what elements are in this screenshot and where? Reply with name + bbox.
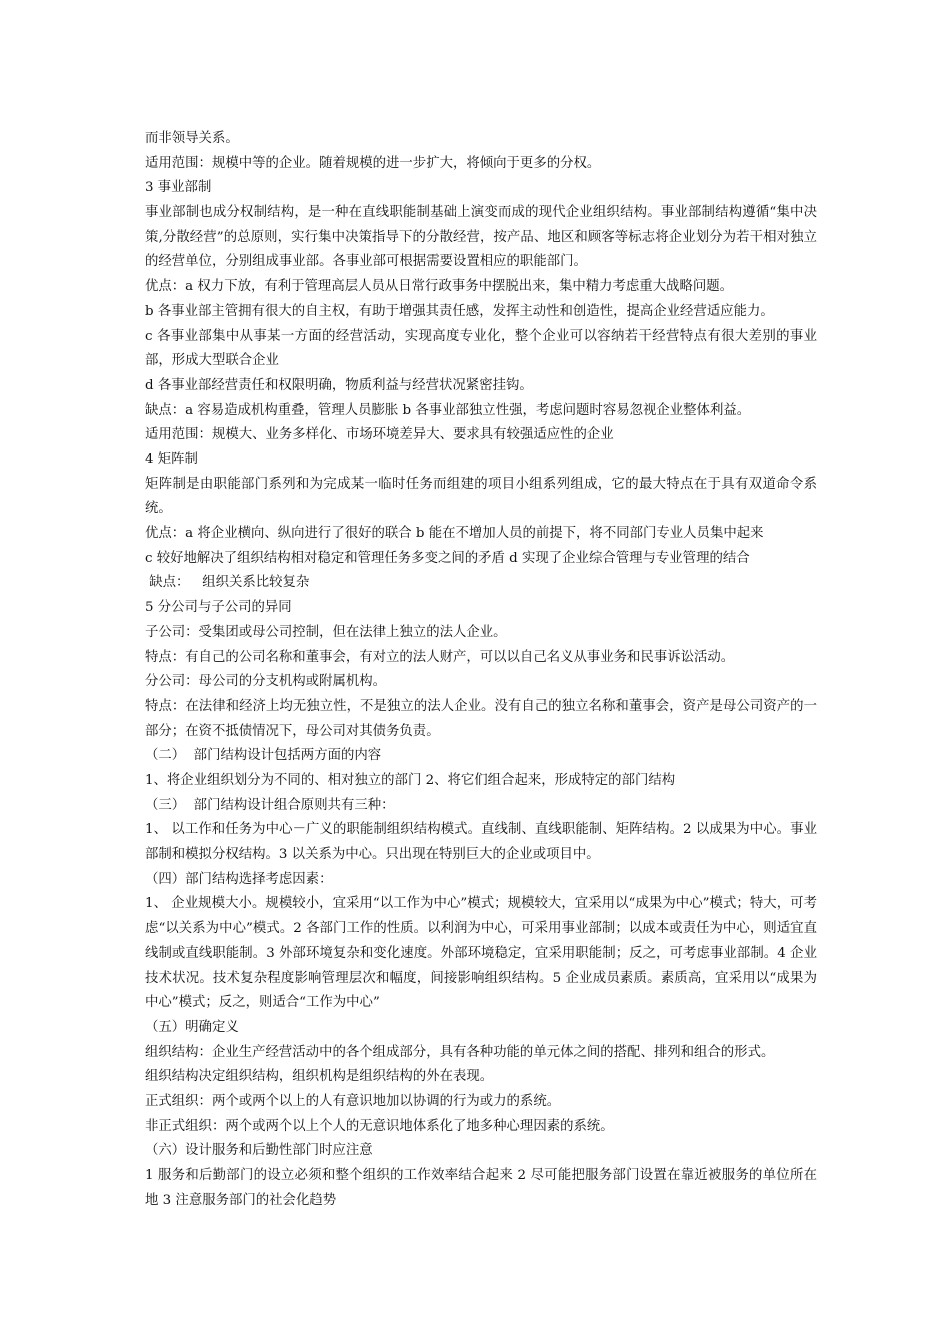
paragraph: 1、 企业规模大小。规模较小，宜采用“以工作为中心”模式；规模较大，宜采用以“成果为中心”模式；特大，可考虑“以关系为中心”模式。2 各部门工作的性质。以利润为中心，可采用事业部制；以成本或责任为中心，则适宜直线制或直线职能制。3 外部环境复杂和变化速度。外部环境稳定，宜采用职能制；反之，可考虑事业部制。4 企业技术状况。技术复杂程度影响管理层次和幅度，间接影响组织结构。5 企业成员素质。素质高，宜采用以“成果为中心”模式；反之，则适合“工作为中心” — [145, 896, 817, 1011]
text-line: 适用范围：规模大、业务多样化、市场环境差异大、要求具有较强适应性的企业 — [145, 427, 614, 443]
text-line: d 各事业部经营责任和权限明确，物质利益与经营状况紧密挂钩。 — [145, 377, 533, 393]
text-line: 优点：a 权力下放，有利于管理高层人员从日常行政事务中摆脱出来，集中精力考虑重大战略问题。 — [145, 279, 734, 295]
text-line: 正式组织：两个或两个以上的人有意识地加以协调的行为或力的系统。 — [145, 1094, 561, 1110]
text-line: 1、将企业组织划分为不同的、相对独立的部门 2、将它们组合起来，形成特定的部门结构 — [145, 773, 676, 789]
paragraph: 1 服务和后勤部门的设立必须和整个组织的工作效率结合起来 2 尽可能把服务部门设置在靠近被服务的单位所在地 3 注意服务部门的社会化趋势 — [145, 1168, 817, 1208]
section-heading: （六）设计服务和后勤性部门时应注意 — [145, 1143, 373, 1159]
paragraph: c 各事业部集中从事某一方面的经营活动，实现高度专业化，整个企业可以容纳若干经营特点有很大差别的事业部，形成大型联合企业 — [145, 328, 817, 369]
document-body — [145, 127, 817, 1214]
section-heading: 3 事业部制 — [145, 180, 212, 196]
paragraph: 特点：在法律和经济上均无独立性，不是独立的法人企业。没有自己的独立名称和董事会，资产是母公司资产的一部分；在资不抵债情况下，母公司对其债务负责。 — [145, 698, 817, 739]
section-heading: （二） 部门结构设计包括两方面的内容 — [145, 748, 382, 764]
text-line: 适用范围：规模中等的企业。随着规模的进一步扩大，将倾向于更多的分权。 — [145, 155, 601, 171]
section-heading: 4 矩阵制 — [145, 452, 198, 468]
text-line: b 各事业部主管拥有很大的自主权，有助于增强其责任感，发挥主动性和创造性，提高企业经营适应能力。 — [145, 303, 774, 319]
section-heading: （五）明确定义 — [145, 1020, 239, 1035]
text-line: 子公司：受集团或母公司控制，但在法律上独立的法人企业。 — [145, 624, 507, 640]
text-line: 分公司：母公司的分支机构或附属机构。 — [145, 674, 387, 690]
text-line: 缺点： 组织关系比较复杂 — [145, 575, 310, 591]
text-line: 组织结构决定组织结构，组织机构是组织结构的外在表现。 — [145, 1069, 494, 1085]
paragraph: 事业部制也成分权制结构，是一种在直线职能制基础上演变而成的现代企业组织结构。事业部制结构遵循“集中决策,分散经营”的总原则，实行集中决策指导下的分散经营，按产品、地区和顾客等标志将企业划分为若干相对独立的经营单位，分别组成事业部。各事业部可根据需要设置相应的职能部门。 — [145, 205, 817, 270]
text-line: 缺点：a 容易造成机构重叠，管理人员膨胀 b 各事业部独立性强，考虑问题时容易忽视企业整体利益。 — [145, 402, 751, 418]
paragraph: 1、 以工作和任务为中心－广义的职能制组织结构模式。直线制、直线职能制、矩阵结构。2 以成果为中心。事业部制和模拟分权结构。3 以关系为中心。只出现在特别巨大的企业或项目中。 — [145, 822, 817, 863]
text-line: 非正式组织：两个或两个以上个人的无意识地体系化了地多种心理因素的系统。 — [145, 1118, 614, 1134]
text-line: 优点：a 将企业横向、纵向进行了很好的联合 b 能在不增加人员的前提下，将不同部门专业人员集中起来 — [145, 526, 764, 542]
paragraph: 组织结构：企业生产经营活动中的各个组成部分，具有各种功能的单元体之间的搭配、排列和组合的形式。 — [145, 1044, 775, 1060]
section-heading: 5 分公司与子公司的异同 — [145, 600, 292, 616]
paragraph: 矩阵制是由职能部门系列和为完成某一临时任务而组建的项目小组系列组成，它的最大特点在于具有双道命令系统。 — [145, 476, 817, 517]
text-line: 特点：有自己的公司名称和董事会，有对立的法人财产，可以以自己名义从事业务和民事诉讼活动。 — [145, 649, 735, 665]
text-line: 而非领导关系。 — [145, 131, 239, 146]
text-line: c 较好地解决了组织结构相对稳定和管理任务多变之间的矛盾 d 实现了企业综合管理与专业管理的结合 — [145, 550, 750, 566]
section-heading: （三） 部门结构设计组合原则共有三种： — [145, 797, 395, 813]
section-heading: （四）部门结构选择考虑因素： — [145, 871, 333, 887]
